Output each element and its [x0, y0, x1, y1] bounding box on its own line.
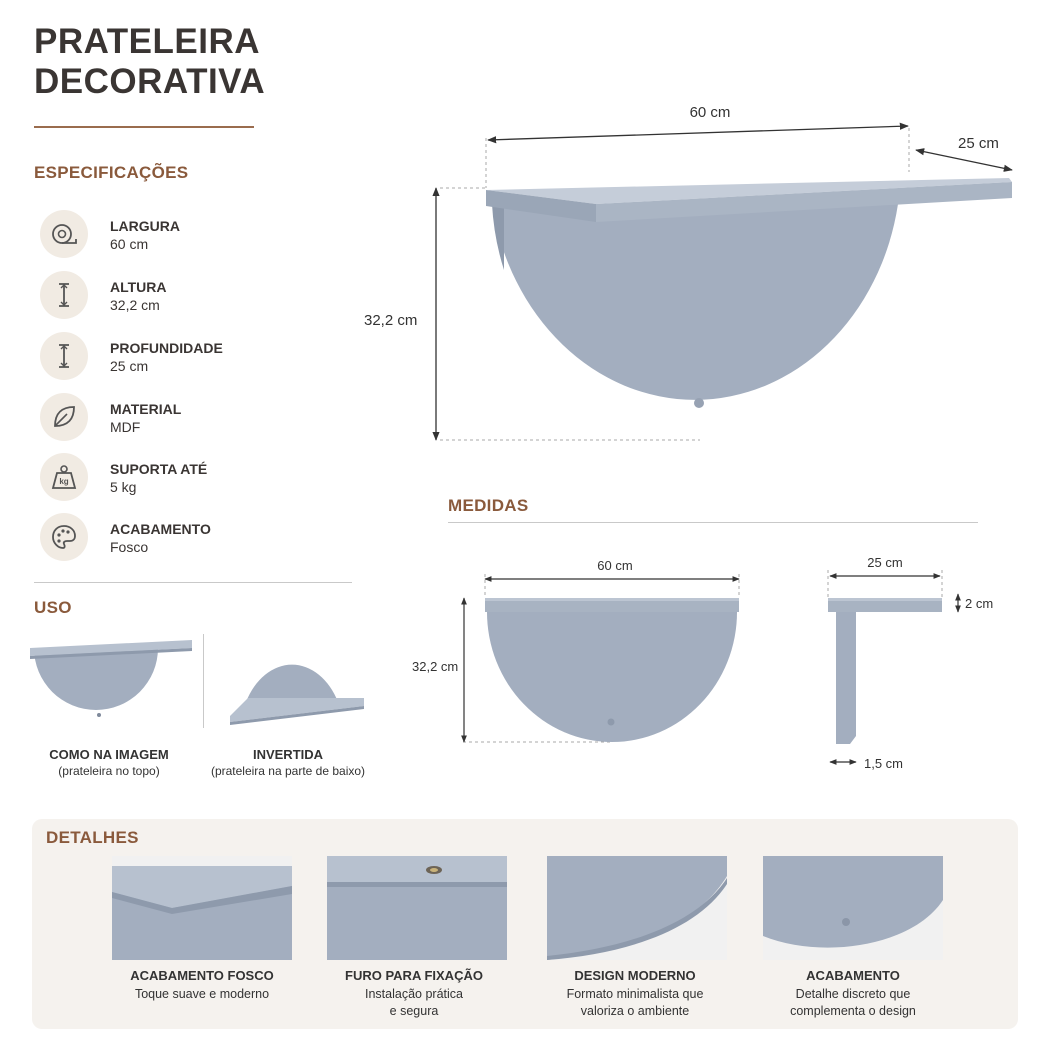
tape-measure-icon: [40, 210, 88, 258]
usage-normal-illustration: [28, 628, 200, 732]
spec-row-height: [40, 267, 360, 323]
spec-value: 60 cm: [110, 236, 149, 252]
spec-label: ALTURA: [110, 279, 167, 295]
detail-card-matte: [112, 856, 292, 960]
spec-label: LARGURA: [110, 218, 180, 234]
side-top-thickness-label: 2 cm: [965, 596, 994, 611]
spec-label: ACABAMENTO: [110, 521, 211, 537]
main-hole: [694, 398, 704, 408]
usage-inverted-subtitle: (prateleira na parte de baixo): [210, 764, 366, 778]
details-heading: DETALHES: [46, 828, 139, 847]
main-depth-line: [916, 150, 1012, 170]
detail-title-matte: ACABAMENTO FOSCO: [130, 968, 274, 983]
usage-inverted-title: INVERTIDA: [252, 747, 324, 762]
spec-value: 5 kg: [110, 479, 137, 495]
front-height-label: 32,2 cm: [412, 659, 459, 674]
spec-value: 25 cm: [110, 358, 149, 374]
spec-value: 32,2 cm: [110, 297, 160, 313]
usage-inverted-semicircle: [246, 665, 338, 702]
side-view-illustration: [822, 566, 972, 776]
weight-icon-text: kg: [59, 477, 69, 486]
detail-card-finish: [763, 856, 943, 960]
height-icon: [40, 271, 88, 319]
usage-divider: [203, 634, 204, 728]
front-width-label: 60 cm: [597, 558, 633, 573]
specs-heading: ESPECIFICAÇÕES: [34, 163, 189, 182]
palette-icon: [40, 513, 88, 561]
spec-row-depth: [40, 328, 360, 384]
title-underline: [34, 126, 254, 128]
detail-desc-design-line2: valoriza o ambiente: [580, 1004, 690, 1018]
detail-desc-finish-line1: Detalhe discreto que: [795, 987, 911, 1001]
detail-desc-matte: Toque suave e moderno: [134, 987, 270, 1001]
spec-label: PROFUNDIDADE: [110, 340, 223, 356]
side-back-thickness-label: 1,5 cm: [864, 756, 904, 771]
usage-normal-subtitle: (prateleira no topo): [58, 764, 160, 778]
front-view-illustration: [455, 572, 745, 748]
main-width-line: [488, 126, 908, 140]
usage-normal-title: COMO NA IMAGEM: [49, 747, 169, 762]
spec-row-material: [40, 389, 360, 445]
usage-inverted-illustration: [226, 630, 370, 728]
main-depth-label: 25 cm: [958, 135, 999, 152]
side-back: [836, 612, 856, 744]
spec-row-width: [40, 206, 360, 262]
depth-icon: [40, 332, 88, 380]
detail-desc-design-line1: Formato minimalista que: [566, 987, 704, 1001]
spec-row-weight: [40, 449, 360, 505]
spec-label: SUPORTA ATÉ: [110, 461, 208, 477]
title-line-2: DECORATIVA: [34, 62, 266, 101]
detail-title-design: DESIGN MODERNO: [574, 968, 696, 983]
front-hole: [608, 719, 615, 726]
usage-normal-hole: [97, 713, 101, 717]
spec-row-finish: [40, 509, 360, 565]
detail-desc-hole-line1: Instalação prática: [365, 987, 463, 1001]
detail-desc-hole-line2: e segura: [389, 1004, 439, 1018]
spec-label: MATERIAL: [110, 401, 182, 417]
main-width-label: 60 cm: [689, 104, 731, 121]
main-shelf-illustration: [420, 120, 1030, 450]
weight-icon: [40, 453, 88, 501]
leaf-icon: [40, 393, 88, 441]
main-height-label: 32,2 cm: [364, 312, 418, 329]
detail-card-design: [547, 856, 727, 960]
detail-title-finish: ACABAMENTO: [806, 968, 900, 983]
title-line-1: PRATELEIRA: [34, 22, 261, 61]
detail-card-hole: [327, 856, 507, 960]
detail-title-hole: FURO PARA FIXAÇÃO: [345, 968, 483, 983]
measures-divider: [448, 522, 978, 523]
detail-desc-finish-line2: complementa o design: [790, 1004, 916, 1018]
side-depth-label: 25 cm: [867, 555, 903, 570]
page-title: [34, 22, 265, 102]
spec-value: Fosco: [110, 539, 149, 555]
main-semicircle: [492, 204, 898, 400]
usage-heading: USO: [34, 598, 72, 617]
spec-value: MDF: [110, 419, 141, 435]
specs-divider: [34, 582, 352, 583]
measures-heading: MEDIDAS: [448, 496, 529, 515]
